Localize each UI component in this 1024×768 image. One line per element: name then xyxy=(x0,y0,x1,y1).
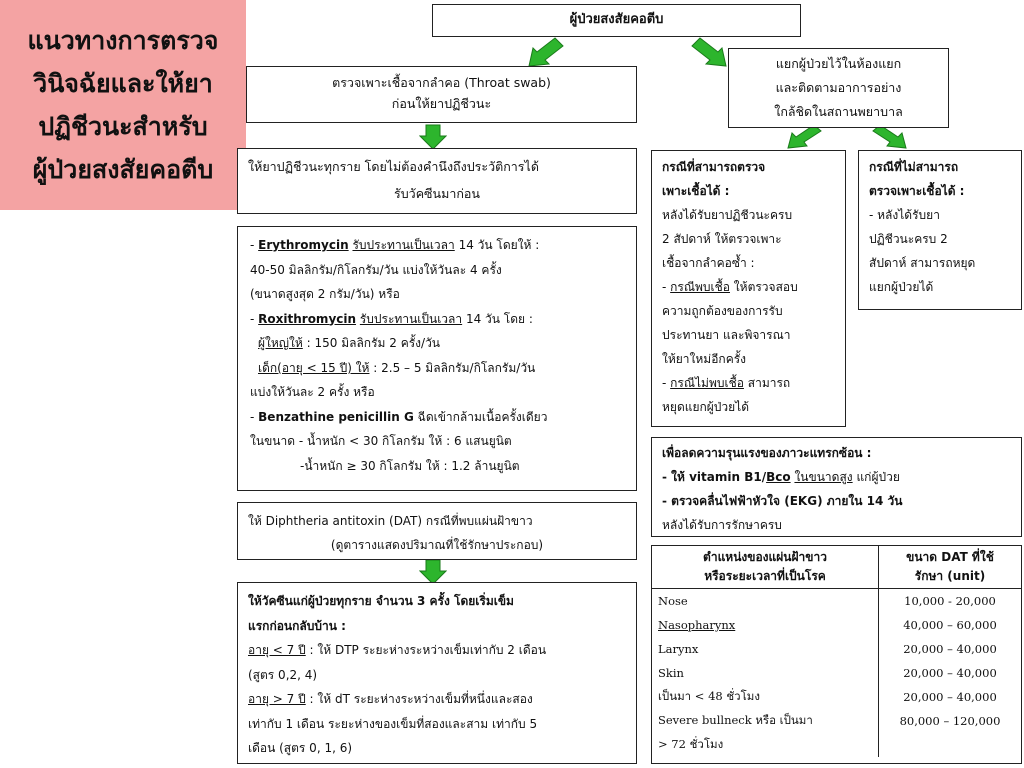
table-row: Severe bullneck หรือ เป็นมา 80,000 – 120,000 xyxy=(652,709,1021,733)
culture-impossible-title: ตรวจเพาะเชื้อได้ : xyxy=(869,184,965,198)
erythromycin-line: - Erythromycin รับประทานเป็นเวลา 14 วัน โดยให้ : xyxy=(250,238,540,252)
table-header-dose: ขนาด DAT ที่ใช้ รักษา (unit) xyxy=(879,546,1022,589)
title-line: วินิจฉัยและให้ยา xyxy=(33,69,213,98)
dat-table xyxy=(652,546,1021,757)
isolation-box xyxy=(728,48,949,128)
vaccine-over7: อายุ > 7 ปี : ให้ dT ระยะห่างระหว่างเข็มที่หนึ่งและสอง xyxy=(248,692,533,706)
complication-box xyxy=(651,437,1022,537)
table-row: > 72 ชั่วโมง xyxy=(652,733,1021,757)
culture-possible-text: ประทานยา และพิจารณา xyxy=(662,328,791,342)
roxithromycin-frequency: แบ่งให้วันละ 2 ครั้ง หรือ xyxy=(250,385,375,399)
table-row: Nasopharynx 40,000 – 60,000 xyxy=(652,613,1021,637)
title-panel xyxy=(0,0,246,210)
suspected-patient-label: ผู้ป่วยสงสัยคอตีบ xyxy=(569,12,664,27)
culture-notfound-line: - กรณีไม่พบเชื้อ สามารถ xyxy=(662,376,791,390)
vaccine-over7-interval: เท่ากับ 1 เดือน ระยะห่างของเข็มที่สองและสาม เท่ากับ 5 xyxy=(248,716,538,731)
antibiotic-line: ให้ยาปฏิชีวนะทุกราย โดยไม่ต้องคำนึงถึงประวัติการได้ xyxy=(248,159,539,174)
suspected-patient-box xyxy=(432,4,801,37)
erythromycin-max: (ขนาดสูงสุด 2 กรัม/วัน) หรือ xyxy=(250,287,400,301)
culture-possible-text: เชื้อจากลำคอซ้ำ : xyxy=(662,256,755,270)
title-line: แนวทางการตรวจ xyxy=(27,26,219,55)
antitoxin-line: ให้ Diphtheria antitoxin (DAT) กรณีที่พบแผ่นฝ้าขาว xyxy=(248,514,533,528)
antibiotic-line: รับวัคซีนมาก่อน xyxy=(394,186,480,201)
culture-found-line: - กรณีพบเชื้อ ให้ตรวจสอบ xyxy=(662,280,798,294)
table-header-site: ตำแหน่งของแผ่นฝ้าขาว หรือระยะเวลาที่เป็นโรค xyxy=(652,546,879,589)
culture-impossible-title: กรณีที่ไม่สามารถ xyxy=(869,160,959,174)
antitoxin-note: (ดูตารางแสดงปริมาณที่ใช้รักษาประกอบ) xyxy=(330,538,544,552)
culture-impossible-text: แยกผู้ป่วยได้ xyxy=(869,280,934,294)
table-row: Skin 20,000 – 40,000 xyxy=(652,661,1021,685)
table-row: เป็นมา < 48 ชั่วโมง 20,000 – 40,000 xyxy=(652,685,1021,709)
title-line: ปฏิชีวนะสำหรับ xyxy=(38,112,208,141)
culture-impossible-text: ปฏิชีวนะครบ 2 xyxy=(869,232,948,246)
culture-possible-text: 2 สัปดาห์ ให้ตรวจเพาะ xyxy=(662,232,782,246)
culture-possible-text: ให้ยาใหม่อีกครั้ง xyxy=(662,352,747,366)
roxithromycin-adult: ผู้ใหญ่ให้ : 150 มิลลิกรัม 2 ครั้ง/วัน xyxy=(258,336,441,350)
dat-dose-table xyxy=(651,545,1022,764)
culture-impossible-box xyxy=(858,150,1022,310)
drug-regimen-box xyxy=(237,226,637,491)
vaccine-over7-schedule: เดือน (สูตร 0, 1, 6) xyxy=(248,741,353,755)
culture-impossible-text: - หลังได้รับยา xyxy=(869,208,940,222)
vaccine-title: ให้วัคซีนแก่ผู้ป่วยทุกราย จำนวน 3 ครั้ง โดยเริ่มเข็ม xyxy=(248,594,514,608)
throat-swab-box xyxy=(246,66,637,123)
isolation-line: และติดตามอาการอย่าง xyxy=(775,80,902,95)
benzathine-dose-high: -น้ำหนัก ≥ 30 กิโลกรัม ให้ : 1.2 ล้านยูนิต xyxy=(300,458,520,473)
culture-impossible-text: สัปดาห์ สามารถหยุด xyxy=(869,256,976,270)
complication-vitamin: - ให้ vitamin B1/Bco ในขนาดสูง แก่ผู้ป่วย xyxy=(662,470,900,484)
table-row: Larynx 20,000 – 40,000 xyxy=(652,637,1021,661)
complication-ekg: - ตรวจคลื่นไฟฟ้าหัวใจ (EKG) ภายใน 14 วัน xyxy=(662,494,903,508)
complication-title: เพื่อลดความรุนแรงของภาวะแทรกซ้อน : xyxy=(662,446,872,460)
throat-swab-line: ก่อนให้ยาปฏิชีวนะ xyxy=(391,96,492,111)
roxithromycin-child: เด็ก(อายุ < 15 ปี) ให้ : 2.5 – 5 มิลลิกรัม/กิโลกรัม/วัน xyxy=(258,360,536,375)
throat-swab-line: ตรวจเพาะเชื้อจากลำคอ (Throat swab) xyxy=(332,75,551,90)
vaccine-box xyxy=(237,582,637,764)
antitoxin-box xyxy=(237,502,637,560)
title-line: ผู้ป่วยสงสัยคอตีบ xyxy=(32,155,214,184)
culture-possible-text: หยุดแยกผู้ป่วยได้ xyxy=(662,400,750,414)
culture-possible-box xyxy=(651,150,846,427)
erythromycin-dose: 40-50 มิลลิกรัม/กิโลกรัม/วัน แบ่งให้วันละ 4 ครั้ง xyxy=(250,262,502,277)
antibiotic-all-box xyxy=(237,148,637,214)
arrow-down-icon xyxy=(419,124,447,150)
arrow-down-right-icon xyxy=(690,36,730,68)
culture-possible-title: กรณีที่สามารถตรวจ xyxy=(662,160,766,174)
vaccine-under7-schedule: (สูตร 0,2, 4) xyxy=(248,667,318,682)
vaccine-under7: อายุ < 7 ปี : ให้ DTP ระยะห่างระหว่างเข็มเท่ากับ 2 เดือน xyxy=(248,643,547,657)
complication-ekg-note: หลังได้รับการรักษาครบ xyxy=(662,518,782,532)
table-row: Nose 10,000 - 20,000 xyxy=(652,589,1021,614)
arrow-down-left-icon xyxy=(525,36,565,68)
roxithromycin-line: - Roxithromycin รับประทานเป็นเวลา 14 วัน โดย : xyxy=(250,311,533,326)
isolation-line: แยกผู้ป่วยไว้ในห้องแยก xyxy=(775,56,902,71)
culture-possible-text: ความถูกต้องของการรับ xyxy=(662,304,783,318)
isolation-line: ใกล้ชิดในสถานพยาบาล xyxy=(774,104,903,119)
vaccine-title: แรกก่อนกลับบ้าน : xyxy=(248,618,346,633)
benzathine-dose-low: ในขนาด - น้ำหนัก < 30 กิโลกรัม ให้ : 6 แสนยูนิต xyxy=(250,434,512,448)
benzathine-line: - Benzathine penicillin G ฉีดเข้ากล้ามเนื้อครั้งเดียว xyxy=(250,409,548,424)
culture-possible-text: หลังได้รับยาปฏิชีวนะครบ xyxy=(662,208,793,222)
culture-possible-title: เพาะเชื้อได้ : xyxy=(662,184,730,198)
